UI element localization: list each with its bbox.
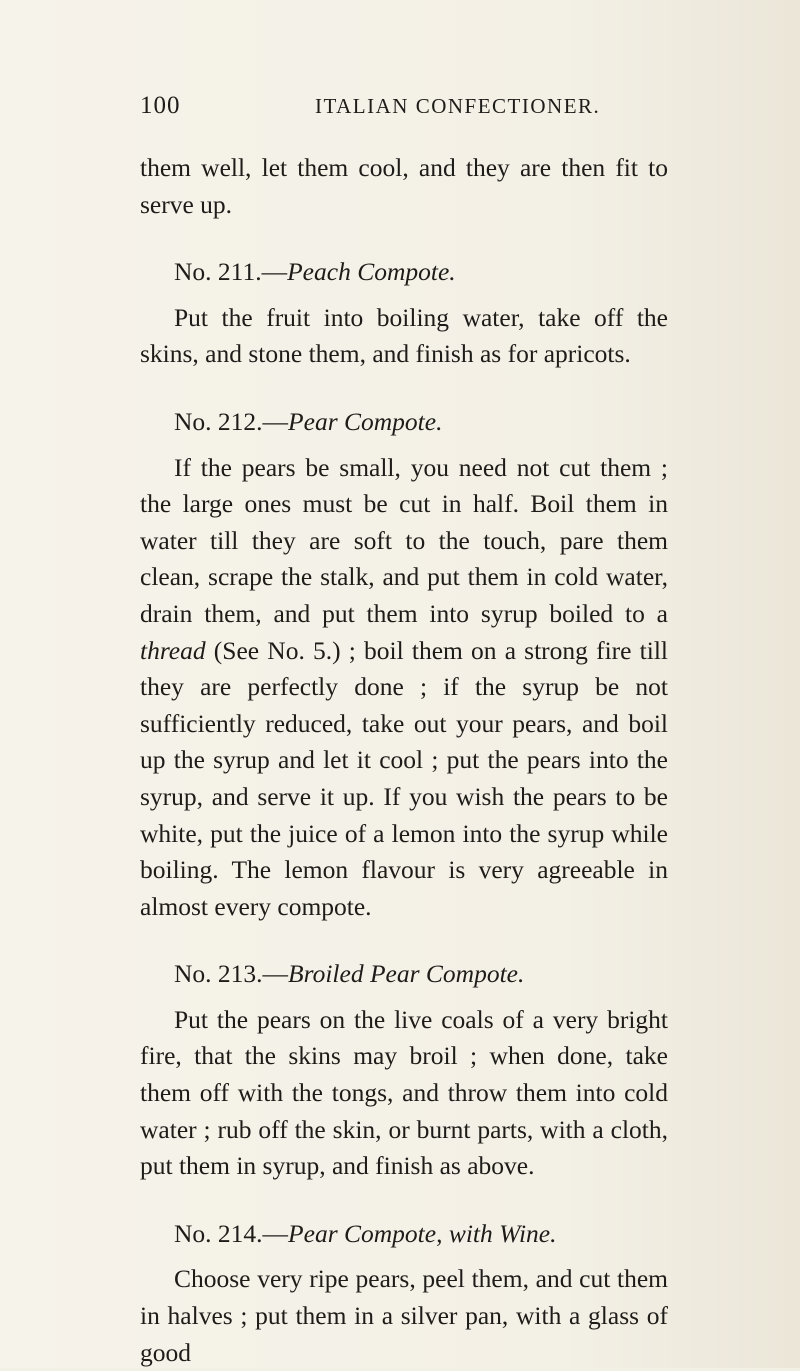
recipe-number-213: No. 213.—: [174, 959, 289, 989]
recipe-text-211: Put the fruit into boiling water, take off the skins, and stone them, and finish as for apricots.: [140, 302, 668, 369]
recipe-title-212: Pear Compote.: [288, 406, 443, 436]
recipe-text-212-part-1: If the pears be small, you need not cut them ; the large ones must be cut in half. Boil them in water till they are soft to the touch, pare them clean, scrape the stalk, and put them in cold water, drain them, and put them into syrup boiled to a: [140, 452, 668, 628]
recipe-title-211: Peach Compote.: [287, 257, 456, 287]
continuation-paragraph: them well, let them cool, and they are then fit to serve up.: [140, 153, 668, 219]
recipe-title-213: Broiled Pear Compote.: [288, 959, 525, 989]
recipe-text-213: Put the pears on the live coals of a very bright fire, that the skins may broil ; when done, take them off with the tongs, and throw them into cold water ; rub off the skin, or burnt parts, with a cloth, put them in syrup, and finish as above.: [140, 1004, 668, 1181]
recipe-heading-213: [140, 956, 668, 993]
recipe-number-212: No. 212.—: [174, 406, 289, 436]
recipe-title-214: Pear Compote, with Wine.: [288, 1218, 557, 1248]
recipe-number-211: No. 211.—: [174, 257, 288, 287]
page-number: 100: [140, 92, 181, 119]
recipe-heading-212: [140, 404, 668, 441]
recipe-text-212: [140, 450, 668, 926]
recipe-text-212-italic: thread: [140, 635, 206, 665]
running-head: ITALIAN CONFECTIONER.: [315, 94, 601, 118]
page-header: [140, 92, 700, 132]
recipe-text-212-part-2: (See No. 5.) ; boil them on a strong fire till they are perfectly done ; if the syrup be not sufficiently reduced, take out your pears, and boil up the syrup and let it cool ; put the pears into the syrup, and serve it up. If you wish the pears to be white, put the juice of a lemon into the syrup while boiling. The lemon flavour is very agreeable in almost every compote.: [140, 635, 668, 921]
recipe-number-214: No. 214.—: [174, 1218, 289, 1248]
recipe-heading-211: [140, 254, 668, 291]
page-body: [140, 150, 668, 1371]
recipe-text-214: Choose very ripe pears, peel them, and cut them in halves ; put them in a silver pan, with a glass of good: [140, 1264, 668, 1367]
recipe-heading-214: [140, 1216, 668, 1253]
